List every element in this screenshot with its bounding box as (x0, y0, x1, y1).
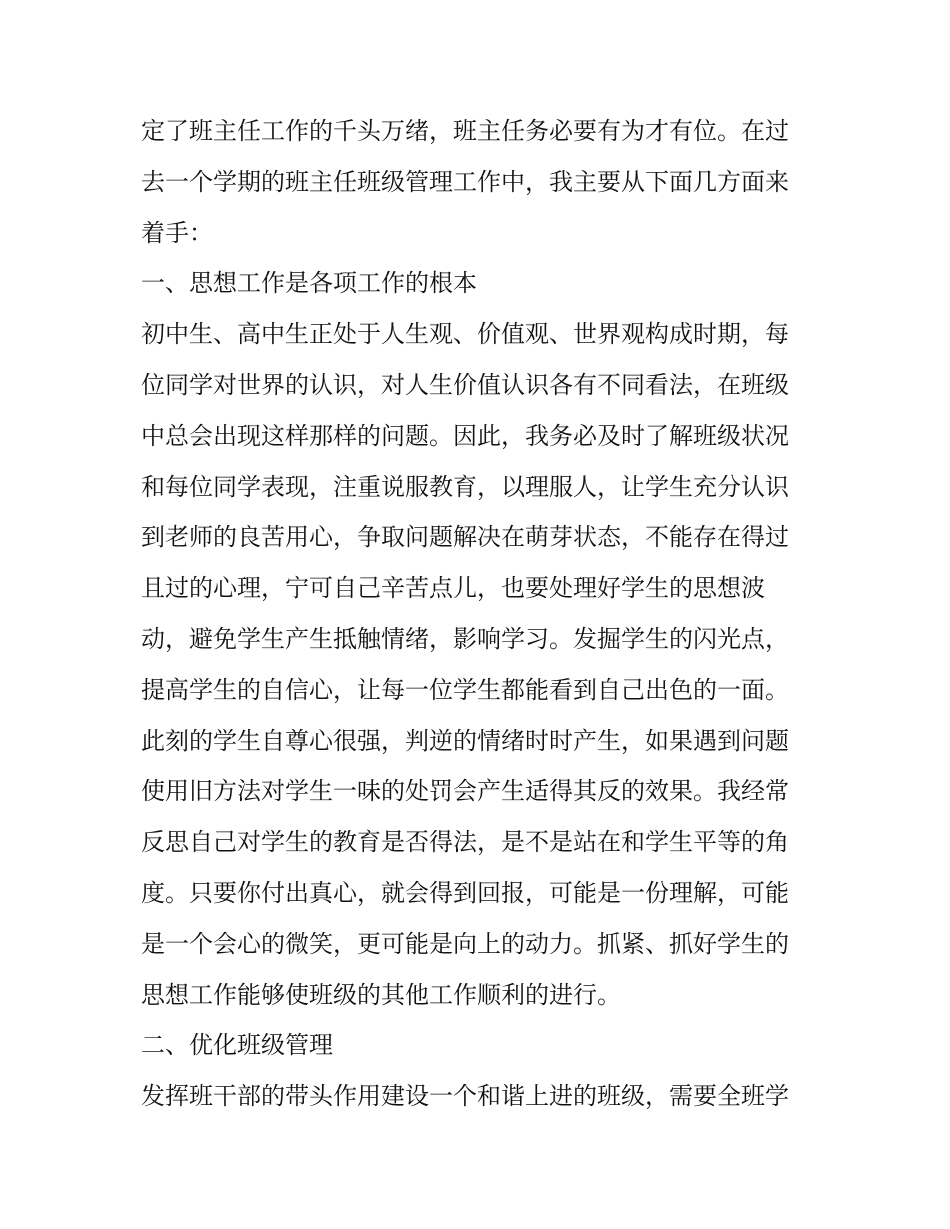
text-line: 发挥班干部的带头作用建设一个和谐上进的班级，需要全班学 (141, 1082, 789, 1111)
text-line: 思想工作能够使班级的其他工作顺利的进行。 (141, 980, 621, 1009)
text-line: 动，避免学生产生抵触情绪，影响学习。发掘学生的闪光点， (141, 624, 789, 653)
text-line: 和每位同学表现，注重说服教育，以理服人，让学生充分认识 (141, 472, 789, 501)
text-line: 此刻的学生自尊心很强，判逆的情绪时时产生，如果遇到问题 (141, 726, 789, 755)
text-line: 度。只要你付出真心，就会得到回报，可能是一份理解，可能 (141, 878, 789, 907)
text-line: 去一个学期的班主任班级管理工作中，我主要从下面几方面来 (141, 167, 789, 196)
text-line: 定了班主任工作的千头万绪，班主任务必要有为才有位。在过 (141, 117, 789, 145)
text-line: 到老师的良苦用心，争取问题解决在萌芽状态，不能存在得过 (141, 523, 789, 552)
text-line: 使用旧方法对学生一味的处罚会产生适得其反的效果。我经常 (141, 777, 789, 806)
text-line: 反思自己对学生的教育是否得法，是不是站在和学生平等的角 (141, 828, 789, 857)
document-body (141, 106, 813, 1122)
text-line: 且过的心理，宁可自己辛苦点儿，也要处理好学生的思想波 (141, 574, 765, 603)
section-heading-1: 一、思想工作是各项工作的根本 (141, 269, 477, 298)
section-heading-2: 二、优化班级管理 (141, 1031, 333, 1060)
text-line: 着手： (141, 218, 213, 247)
text-line: 是一个会心的微笑，更可能是向上的动力。抓紧、抓好学生的 (141, 929, 789, 958)
text-line: 位同学对世界的认识，对人生价值认识各有不同看法，在班级 (141, 370, 789, 399)
text-line: 提高学生的自信心，让每一位学生都能看到自己出色的一面。 (141, 675, 789, 704)
text-line: 初中生、高中生正处于人生观、价值观、世界观构成时期，每 (141, 320, 789, 349)
text-line: 中总会出现这样那样的问题。因此，我务必及时了解班级状况 (141, 421, 789, 450)
